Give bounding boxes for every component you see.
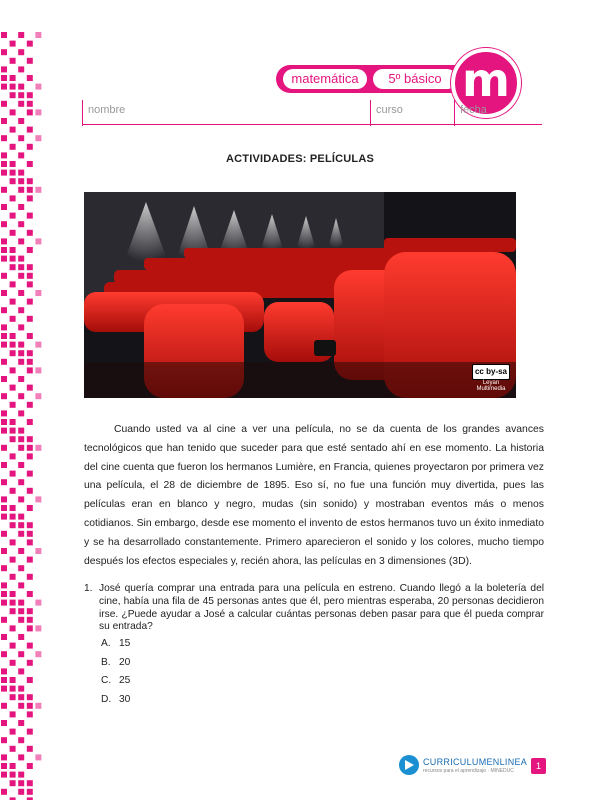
page-number: 1 — [531, 758, 546, 774]
question-text: José quería comprar una entrada para una película en estreno. Cuando llegó a la boletería del cine, había una fila de 45 personas antes que él, pero mientras esperaba, 20 personas decidieron irse. ¿Puede ayudar a José a calcular cuántas personas deben pasar para que él pueda comprar su entrada? — [99, 583, 544, 633]
image-credit: Leyan Multimedia — [476, 380, 506, 392]
field-divider — [454, 100, 455, 126]
field-divider — [82, 100, 83, 126]
page-title: ACTIVIDADES: PELÍCULAS — [225, 153, 375, 165]
license-badge — [472, 364, 510, 392]
grade-label: 5º básico — [373, 69, 457, 89]
intro-paragraph: Cuando usted va al cine a ver una película, no se da cuenta de los grandes avances tecnológicos que han tenido que suceder para que esté sentado ahí en ese momento. La historia del cine cuenta que fueron los hermanos Lumière, en Francia, quienes proyectaron por primera vez una película, el 28 de diciembre de 1895. Eso sí, no fue una función muy divertida, pues las películas eran en blanco y negro, mudas (sin sonido) y mostraban eventos más o menos cotidianos. Sin embargo, desde ese momento el invento de estos hermanos tuvo un éxito inmediato y se ha desarrollado constantemente. Primero aparecieron el sonido y los colores, mucho tiempo después los efectos especiales y, recién ahora, las películas en 3 dimensiones (3D). — [84, 424, 544, 567]
option-letter: C. — [101, 675, 112, 686]
subject-label: matemática — [283, 69, 367, 89]
option-value: 15 — [119, 638, 131, 649]
answer-option — [101, 638, 130, 657]
field-divider — [370, 100, 371, 126]
option-value: 20 — [119, 656, 131, 668]
answer-option — [101, 694, 130, 713]
subject-logo-letter: m — [462, 53, 510, 107]
question-1 — [84, 583, 544, 634]
name-field-label: nombre — [88, 104, 126, 116]
cinema-photo — [84, 192, 516, 398]
option-value: 30 — [119, 693, 131, 705]
date-field-label: fecha — [460, 104, 487, 116]
student-info-fields — [82, 100, 542, 126]
option-letter: A. — [101, 638, 111, 649]
option-value: 25 — [119, 675, 131, 686]
publisher-name: CURRICULUMENLINEA — [423, 757, 528, 767]
field-underline — [82, 124, 542, 125]
publisher-tagline: recursos para el aprendizaje · MINEDUC — [423, 768, 514, 774]
answer-option — [101, 657, 130, 676]
decorative-side-pattern — [0, 0, 44, 800]
answer-option — [101, 675, 130, 694]
play-arrow-icon — [399, 755, 419, 775]
option-letter: D. — [101, 693, 112, 705]
course-field-label: curso — [376, 104, 403, 116]
cc-license-icon: cc by-sa — [472, 364, 510, 380]
question-number: 1. — [84, 583, 93, 594]
option-letter: B. — [101, 656, 111, 668]
answer-options — [101, 638, 130, 712]
